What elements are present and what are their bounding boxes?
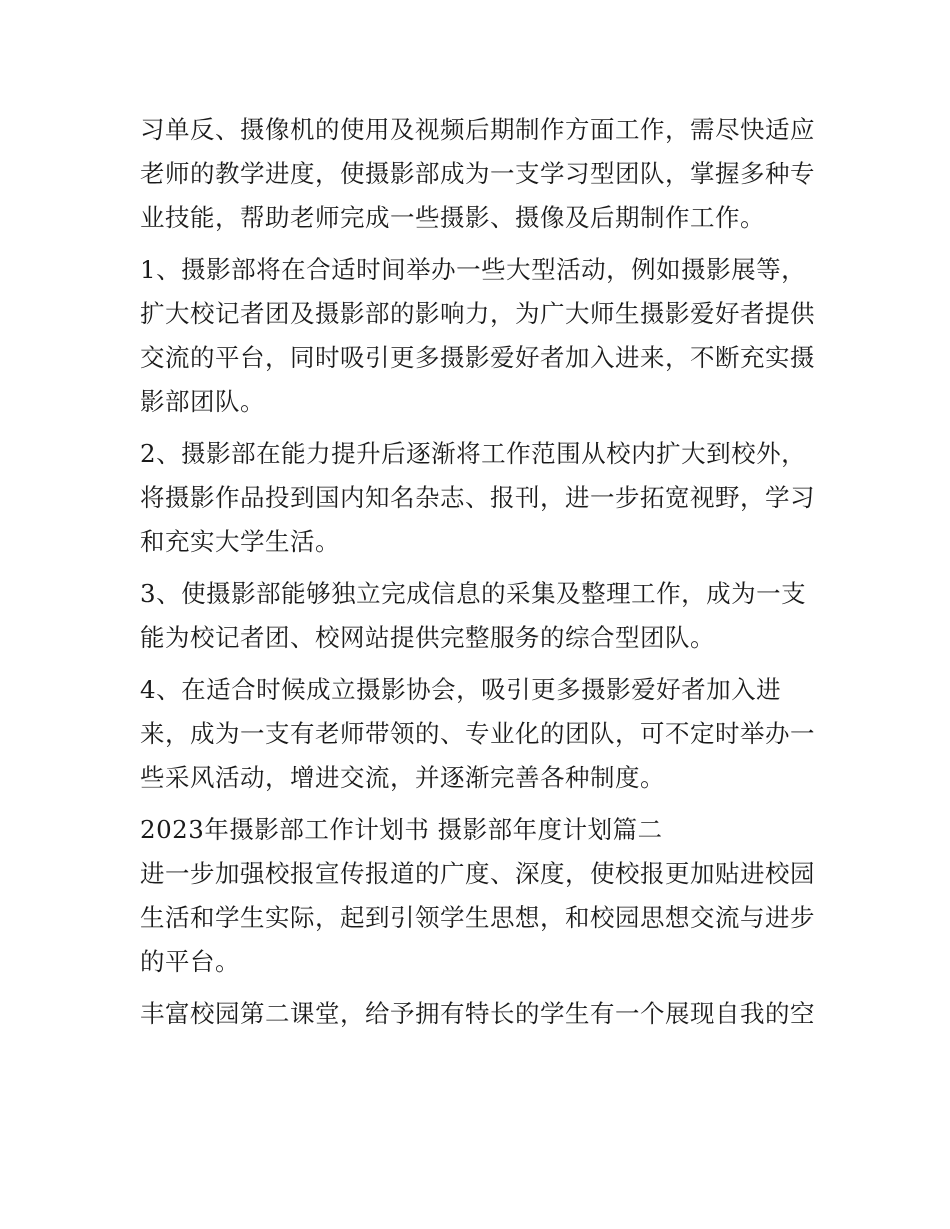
text-line: 2、摄影部在能力提升后逐渐将工作范围从校内扩大到校外， bbox=[140, 439, 807, 468]
text-line: 生活和学生实际，起到引领学生思想，和校园思想交流与进步 bbox=[140, 903, 815, 932]
text-line: 业技能，帮助老师完成一些摄影、摄像及后期制作工作。 bbox=[140, 203, 765, 232]
text-line: 能为校记者团、校网站提供完整服务的综合型团队。 bbox=[140, 623, 715, 652]
text-line: 习单反、摄像机的使用及视频后期制作方面工作，需尽快适应 bbox=[140, 115, 815, 144]
text-line: 和充实大学生活。 bbox=[140, 527, 340, 556]
text-line: 的平台。 bbox=[140, 947, 240, 976]
text-line: 1、摄影部将在合适时间举办一些大型活动，例如摄影展等， bbox=[140, 255, 807, 284]
text-line: 丰富校园第二课堂，给予拥有特长的学生有一个展现自我的空 bbox=[140, 999, 815, 1028]
text-line: 些采风活动，增进交流，并逐渐完善各种制度。 bbox=[140, 763, 665, 792]
text-line: 扩大校记者团及摄影部的影响力，为广大师生摄影爱好者提供 bbox=[140, 299, 815, 328]
text-line: 4、在适合时候成立摄影协会，吸引更多摄影爱好者加入进 bbox=[140, 675, 782, 704]
text-line: 进一步加强校报宣传报道的广度、深度，使校报更加贴进校园 bbox=[140, 859, 815, 888]
text-line: 3、使摄影部能够独立完成信息的采集及整理工作，成为一支 bbox=[140, 579, 807, 608]
text-line: 将摄影作品投到国内知名杂志、报刊，进一步拓宽视野，学习 bbox=[140, 483, 815, 512]
text-line: 来，成为一支有老师带领的、专业化的团队，可不定时举办一 bbox=[140, 719, 815, 748]
text-line: 影部团队。 bbox=[140, 387, 265, 416]
document-body bbox=[140, 108, 830, 1036]
section-heading: 2023年摄影部工作计划书 摄影部年度计划篇二 bbox=[140, 815, 663, 844]
text-line: 交流的平台，同时吸引更多摄影爱好者加入进来，不断充实摄 bbox=[140, 343, 815, 372]
text-line: 老师的教学进度，使摄影部成为一支学习型团队，掌握多种专 bbox=[140, 159, 815, 188]
